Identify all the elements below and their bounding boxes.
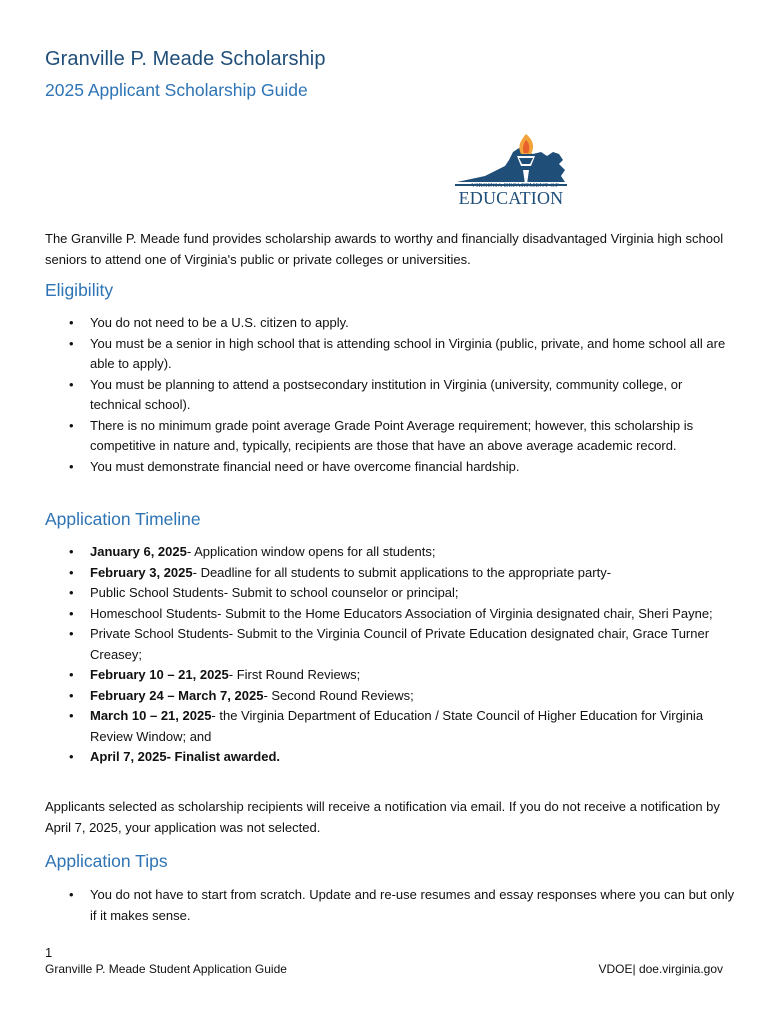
list-item-text: You must demonstrate financial need or have overcome financial hardship. (90, 458, 520, 474)
timeline-date: February 24 – March 7, 2025 (90, 687, 264, 703)
list-item-text: - the Virginia Department of Education / State Council of Higher Education for Virginia Review Window; and (90, 708, 704, 744)
list-item (45, 604, 735, 625)
timeline-date: February 3, 2025 (90, 564, 193, 580)
timeline-date: March 10 – 21, 2025 (90, 708, 212, 723)
timeline-date: January 6, 2025 (90, 544, 187, 559)
list-item (45, 334, 735, 375)
bullet-icon: • (69, 749, 74, 764)
list-item-text: You do not need to be a U.S. citizen to apply. (90, 315, 349, 330)
bullet-icon: • (69, 626, 74, 641)
eligibility-heading: Eligibility (45, 280, 114, 300)
bullet-icon: • (69, 315, 74, 330)
bullet-icon: • (69, 687, 74, 703)
bullet-icon: • (69, 667, 74, 682)
list-item (45, 624, 735, 665)
list-item-text: Public School Students- Submit to school counselor or principal; (90, 585, 459, 600)
logo-small-text: VIRGINIA DEPARTMENT OF (471, 182, 559, 189)
list-item (45, 313, 735, 334)
bullet-icon: • (69, 708, 74, 723)
bullet-icon: • (69, 335, 74, 351)
list-item (45, 416, 735, 457)
notification-paragraph: Applicants selected as scholarship recipients will receive a notification via email. If you do not receive a notification by April 7, 2025, your application was not selected. (45, 799, 720, 835)
virginia-map-torch-icon (455, 130, 567, 186)
logo-big-text: EDUCATION (458, 188, 564, 208)
list-item-text: You must be planning to attend a postsecondary institution in Virginia (university, community college, or technical school). (90, 376, 683, 412)
page-number: 1 (45, 945, 53, 960)
vdoe-logo (455, 130, 567, 208)
list-item-text: You do not have to start from scratch. Update and re-use resumes and essay responses where you can but only if it makes sense. (90, 887, 735, 923)
list-item-text: - First Round Reviews; (228, 667, 361, 682)
timeline-list (45, 542, 735, 768)
list-item (45, 542, 735, 563)
list-item (45, 706, 735, 747)
bullet-icon: • (69, 417, 74, 433)
list-item-text: You must be a senior in high school that is attending school in Virginia (public, private, and home school all are able to apply). (90, 335, 726, 371)
list-item (45, 375, 735, 416)
list-item-text: - Deadline for all students to submit applications to the appropriate party- (192, 564, 612, 580)
list-item (45, 563, 735, 584)
list-item-text: - Second Round Reviews; (263, 687, 414, 703)
footer-document-name: Granville P. Meade Student Application Guide (45, 962, 287, 976)
footer-website: VDOE| doe.virginia.gov (598, 962, 723, 976)
bullet-icon: • (69, 544, 74, 559)
list-item-text: - Application window opens for all students; (186, 544, 436, 559)
document-title: Granville P. Meade Scholarship (45, 48, 326, 70)
bullet-icon: • (69, 605, 74, 621)
list-item (45, 747, 735, 768)
list-item (45, 665, 735, 686)
list-item-text: Homeschool Students- Submit to the Home Educators Association of Virginia designated chair, Sheri Payne; (90, 605, 713, 621)
bullet-icon: • (69, 376, 74, 392)
timeline-date: February 10 – 21, 2025 (90, 667, 229, 682)
list-item (45, 457, 735, 478)
list-item (45, 583, 735, 604)
list-item-text: There is no minimum grade point average Grade Point Average requirement; however, this scholarship is competitive in nature and, typically, recipients are those that have an above average academic record. (90, 417, 694, 453)
bullet-icon: • (69, 887, 74, 902)
bullet-icon: • (69, 458, 74, 474)
bullet-icon: • (69, 585, 74, 600)
timeline-date: April 7, 2025- Finalist awarded. (90, 749, 281, 764)
list-item-text: Private School Students- Submit to the Virginia Council of Private Education designated chair, Grace Turner Creasey; (90, 626, 710, 662)
timeline-heading: Application Timeline (45, 509, 201, 529)
intro-paragraph: The Granville P. Meade fund provides scholarship awards to worthy and financially disadvantaged Virginia high school seniors to attend one of Virginia's public or private colleges or universities. (45, 231, 724, 267)
tips-list (45, 885, 735, 926)
document-subtitle: 2025 Applicant Scholarship Guide (45, 80, 308, 100)
list-item (45, 686, 735, 707)
bullet-icon: • (69, 564, 74, 580)
list-item (45, 885, 735, 926)
eligibility-list (45, 313, 735, 477)
tips-heading: Application Tips (45, 851, 168, 871)
